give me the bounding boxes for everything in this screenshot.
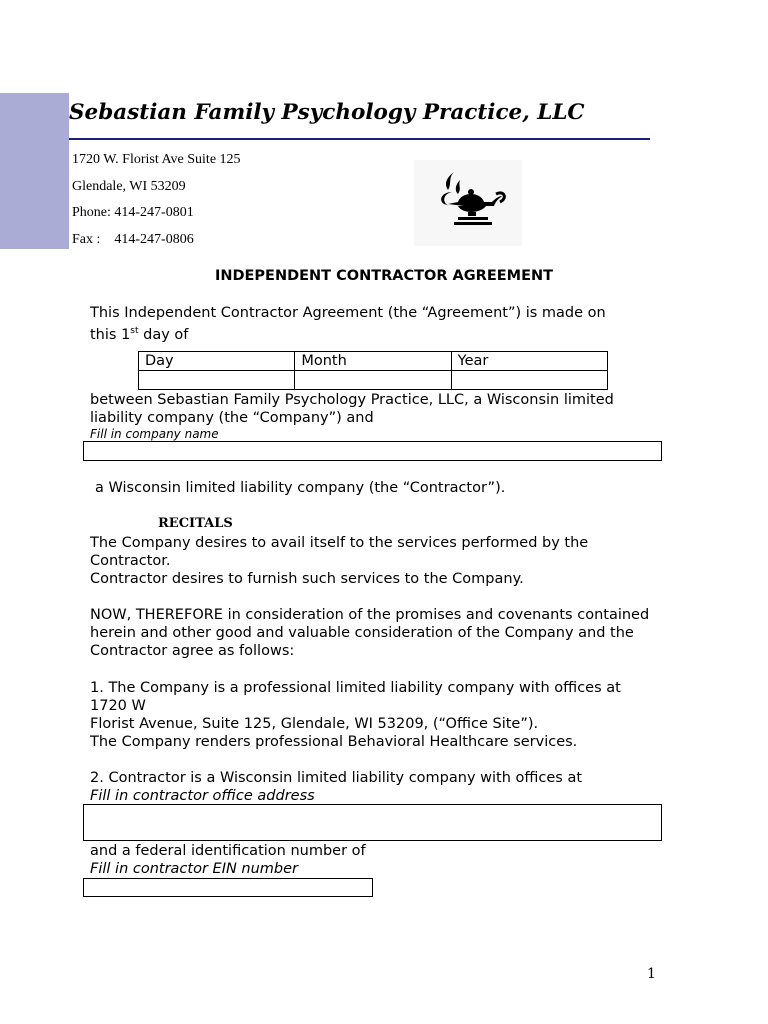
clause-2 <box>90 769 650 787</box>
address-line-2: Glendale, WI 53209 <box>72 179 186 194</box>
recital-2: Contractor desires to furnish such services to the Company. <box>90 571 524 587</box>
ordinal-suffix: st <box>130 326 139 336</box>
intro-paragraph <box>90 304 650 344</box>
ein-field[interactable] <box>83 878 373 897</box>
clause-1 <box>90 679 650 751</box>
company-name-hint: Fill in company name <box>90 427 219 441</box>
intro-line-2 <box>90 322 650 344</box>
month-field[interactable] <box>295 371 451 390</box>
between-line-1: between Sebastian Family Psychology Practice, LLC, a Wisconsin limited <box>90 392 614 408</box>
logo <box>414 160 522 246</box>
company-name-field[interactable] <box>83 441 662 461</box>
contractor-line: a Wisconsin limited liability company (the “Contractor”). <box>95 480 506 496</box>
day-field[interactable] <box>139 371 295 390</box>
clause-1-line-3: Florist Avenue, Suite 125, Glendale, WI 53209, (“Office Site”). <box>90 716 539 732</box>
date-header-row <box>139 352 608 371</box>
date-table <box>138 351 608 390</box>
intro-line-1: This Independent Contractor Agreement (the “Agreement”) is made on <box>90 305 606 321</box>
recitals-heading: RECITALS <box>158 516 233 531</box>
intro-prefix: this 1 <box>90 326 131 343</box>
therefore-paragraph: NOW, THEREFORE in consideration of the promises and covenants contained herein and other good and valuable consideration of the Company and the Contractor agree as follows: <box>90 607 650 659</box>
clause-1-line-4: The Company renders professional Behavioral Healthcare services. <box>90 734 578 750</box>
recitals-body <box>90 534 650 588</box>
page-number: 1 <box>647 966 656 982</box>
between-paragraph <box>90 391 650 427</box>
day-header: Day <box>139 352 295 371</box>
document-heading: INDEPENDENT CONTRACTOR AGREEMENT <box>214 268 554 284</box>
address-line-1: 1720 W. Florist Ave Suite 125 <box>72 152 241 167</box>
clause-1-line-2: 1720 W <box>90 698 146 714</box>
genie-lamp-icon <box>414 160 522 246</box>
accent-sidebar-block <box>0 93 69 249</box>
contractor-address-hint: Fill in contractor office address <box>90 788 315 804</box>
phone-number: Phone: 414-247-0801 <box>72 205 194 220</box>
intro-suffix: day of <box>138 326 189 343</box>
clause-1-line-1: 1. The Company is a professional limited liability company with offices at <box>90 680 621 696</box>
year-header: Year <box>451 352 607 371</box>
between-line-2: liability company (the “Company”) and <box>90 410 374 426</box>
recital-1: The Company desires to avail itself to the services performed by the Contractor. <box>90 535 589 569</box>
company-title: Sebastian Family Psychology Practice, LLC <box>69 100 585 125</box>
clause-2-line-1: 2. Contractor is a Wisconsin limited liability company with offices at <box>90 770 583 786</box>
ein-line: and a federal identification number of <box>90 843 366 859</box>
title-divider <box>69 138 650 140</box>
ein-hint: Fill in contractor EIN number <box>90 861 299 877</box>
year-field[interactable] <box>451 371 607 390</box>
fax-number: Fax : 414-247-0806 <box>72 232 194 247</box>
contractor-address-field[interactable] <box>83 804 662 841</box>
month-header: Month <box>295 352 451 371</box>
date-input-row <box>139 371 608 390</box>
